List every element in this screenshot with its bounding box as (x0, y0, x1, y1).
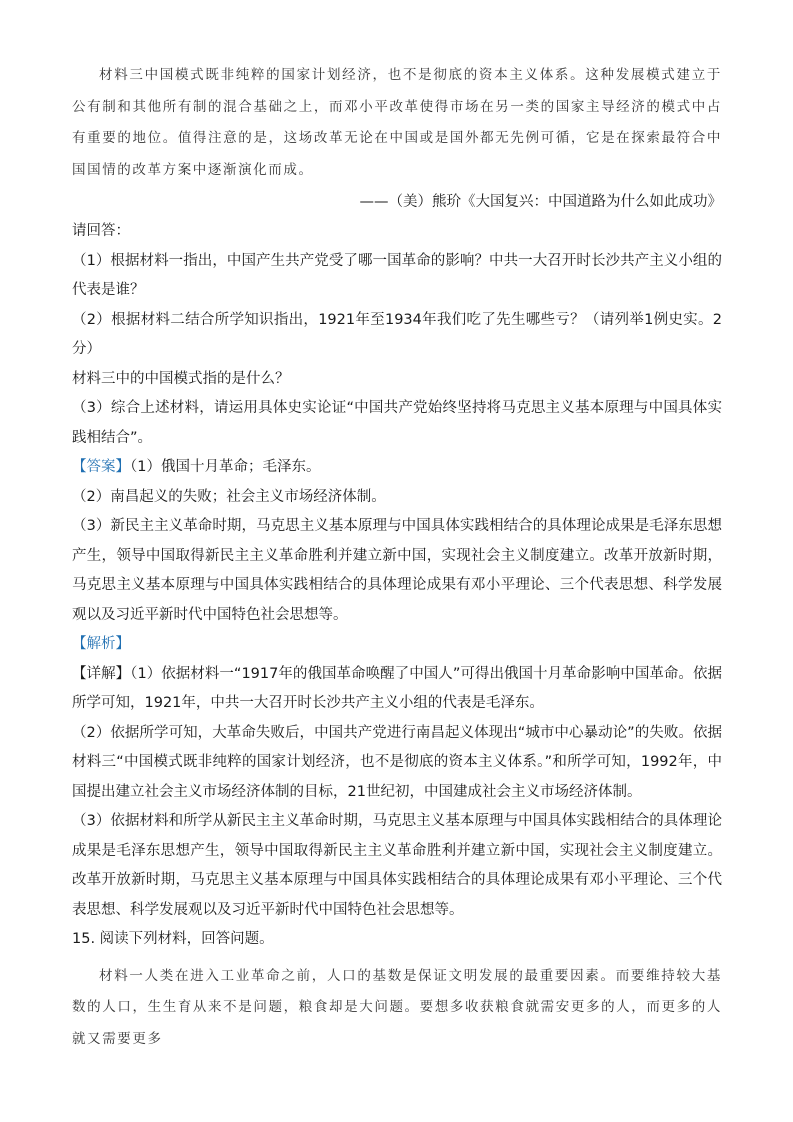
material-3-text: 材料三中国模式既非纯粹的国家计划经济，也不是彻底的资本主义体系。这种发展模式建立于公有制和其他所有制的混合基础之上，而邓小平改革使得市场在另一类的国家主导经济的模式中占有重要的地位。值得注意的是，这场改革无论在中国或是国外都无先例可循，它是在探索最符合中国国情的改革方案中逐渐演化而成。 (72, 67, 722, 178)
analysis-para-3: （3）依据材料和所学从新民主主义革命时期，马克思主义基本原理与中国具体实践相结合的具体理论成果是毛泽东思想产生，领导中国取得新民主主义革命胜利并建立新中国，实现社会主义制度建立。改革开放新时期，马克思主义基本原理与中国具体实践相结合的具体理论成果有邓小平理论、三个代表思想、科学发展观以及习近平新时代中国特色社会思想等。 (72, 813, 722, 918)
question-15-title: 15. 阅读下列材料，回答问题。 (72, 931, 274, 947)
detail-label: 【详解】 (72, 665, 131, 682)
analysis-heading (72, 630, 722, 660)
question-15-material-1: 材料一人类在进入工业革命之前，人口的基数是保证文明发展的最重要因素。而要维持较大基数的人口，生生育从来不是问题，粮食却是大问题。要想多收获粮食就需安更多的人，而更多的人就又需要更多 (72, 967, 722, 1047)
answer-label: 【答案】 (72, 459, 130, 475)
analysis-text-1: （1）依据材料一“1917年的俄国革命唤醒了中国人”可得出俄国十月革命影响中国革命。依据所学可知，1921年，中共一大召开时长沙共产主义小组的代表是毛泽东。 (72, 665, 722, 711)
answer-prompt: 请回答： (72, 223, 130, 239)
analysis-para-2: （2）依据所学可知，大革命失败后，中国共产党进行南昌起义体现出“城市中心暴动论”的失败。依据材料三“中国模式既非纯粹的国家计划经济，也不是彻底的资本主义体系。”和所学可知，1992年，中国提出建立社会主义市场经济体制的目标，21世纪初，中国建成社会主义市场经济体制。 (72, 724, 722, 800)
question-2: （2）根据材料二结合所学知识指出，1921年至1934年我们吃了先生哪些亏？（请列举1例史实。2分） (72, 311, 722, 357)
analysis-para-1 (72, 660, 722, 719)
document-page (72, 60, 722, 1055)
answer-line-2: （2）南昌起义的失败；社会主义市场经济体制。 (72, 488, 386, 505)
analysis-label: 【解析】 (72, 636, 130, 652)
answer-text-1: （1）俄国十月革命；毛泽东。 (130, 459, 321, 475)
answer-line-1 (72, 453, 722, 483)
answer-line-3: （3）新民主主义革命时期，马克思主义基本原理与中国具体实践相结合的具体理论成果是毛泽东思想产生，领导中国取得新民主主义革命胜利并建立新中国，实现社会主义制度建立。改革开放新时期，马克思主义基本原理与中国具体实践相结合的具体理论成果有邓小平理论、三个代表思想、科学发展观以及习近平新时代中国特色社会思想等。 (72, 518, 722, 623)
question-3: （3）综合上述材料，请运用具体史实论证“中国共产党始终坚持将马克思主义基本原理与中国具体实践相结合”。 (72, 400, 722, 446)
material-source: ——（美）熊玠《大国复兴：中国道路为什么如此成功》 (359, 194, 722, 210)
question-2-sub: 材料三中的中国模式指的是什么？ (72, 370, 290, 387)
question-1: （1）根据材料一指出，中国产生共产党受了哪一国革命的影响？中共一大召开时长沙共产主义小组的代表是谁？ (72, 252, 722, 298)
